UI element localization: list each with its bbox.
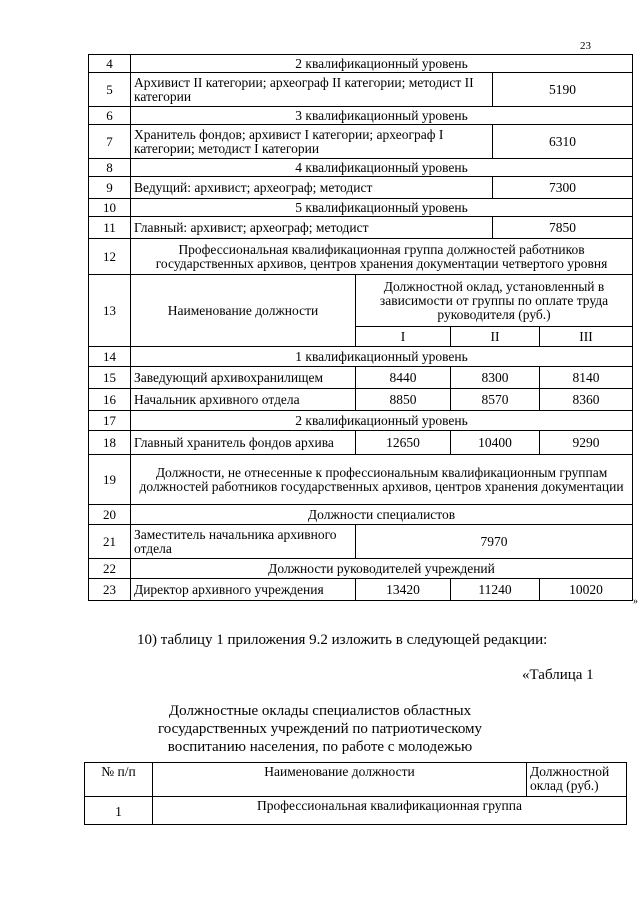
table-row [89, 73, 633, 107]
salary-group-1: 12650 [356, 431, 451, 455]
position-name: Заместитель начальника архивного отдела [131, 525, 356, 559]
table-row [89, 107, 633, 125]
table-row [89, 389, 633, 411]
table-row [89, 199, 633, 217]
table-row [89, 347, 633, 367]
row-number: 7 [89, 125, 131, 159]
salary-group-1: 8440 [356, 367, 451, 389]
table-row [89, 217, 633, 239]
row-number: 15 [89, 367, 131, 389]
position-name: Директор архивного учреждения [131, 579, 356, 601]
instruction-paragraph: 10) таблицу 1 приложения 9.2 изложить в следующей редакции: [137, 632, 548, 648]
row-number: 10 [89, 199, 131, 217]
salary-group-3: 10020 [540, 579, 633, 601]
row-number: 5 [89, 73, 131, 107]
table-row [89, 55, 633, 73]
group-heading: Должности, не отнесенные к профессиональным квалификационным группам должностей работников государственных архивов, центров хранения документации [131, 455, 633, 505]
row-number: 14 [89, 347, 131, 367]
salary-group-3: 8360 [540, 389, 633, 411]
salary-group-1: 8850 [356, 389, 451, 411]
row-number: 18 [89, 431, 131, 455]
salary-group-3: 8140 [540, 367, 633, 389]
column-header-salary: Должностной оклад, установленный в зависимости от группы по оплате труда руководителя (руб.) [356, 275, 633, 327]
position-name: Начальник архивного отдела [131, 389, 356, 411]
qualification-level-heading: 3 квалификационный уровень [131, 107, 633, 125]
table-label: «Таблица 1 [522, 667, 594, 683]
qualification-level-heading: 2 квалификационный уровень [131, 411, 633, 431]
salary-value: 6310 [493, 125, 633, 159]
column-header-position-name: Наименование должности [131, 275, 356, 347]
table-row [89, 525, 633, 559]
row-number: 6 [89, 107, 131, 125]
row-number: 21 [89, 525, 131, 559]
table-row [85, 797, 627, 825]
row-number: 16 [89, 389, 131, 411]
archive-salary-table [88, 54, 633, 601]
qualification-level-heading: 2 квалификационный уровень [131, 55, 633, 73]
table-title: Должностные оклады специалистов областных государственных учреждений по патриотическому воспитанию населения, по работе с молодежью [157, 703, 483, 755]
table-row [89, 239, 633, 275]
salary-group-2: 8570 [451, 389, 540, 411]
youth-work-salary-table [84, 762, 627, 825]
row-number: 23 [89, 579, 131, 601]
position-name: Заведующий архивохранилищем [131, 367, 356, 389]
table-row [89, 559, 633, 579]
column-header-group-3: III [540, 327, 633, 347]
table-row [89, 177, 633, 199]
salary-value: 7970 [356, 525, 633, 559]
row-number: 1 [85, 797, 153, 825]
salary-group-2: 11240 [451, 579, 540, 601]
group-heading: Профессиональная квалификационная группа [153, 797, 627, 825]
table-row [89, 455, 633, 505]
salary-value: 7850 [493, 217, 633, 239]
row-number: 9 [89, 177, 131, 199]
column-header-group-2: II [451, 327, 540, 347]
table-row [89, 505, 633, 525]
row-number: 19 [89, 455, 131, 505]
table-row [89, 367, 633, 389]
column-header-group-1: I [356, 327, 451, 347]
table-row [89, 159, 633, 177]
salary-group-3: 9290 [540, 431, 633, 455]
row-number: 17 [89, 411, 131, 431]
group-heading: Профессиональная квалификационная группа должностей работников государственных архивов, центров хранения документации четвертого уровня [131, 239, 633, 275]
salary-group-2: 10400 [451, 431, 540, 455]
table-row [89, 411, 633, 431]
table-header-row [85, 763, 627, 797]
row-number: 12 [89, 239, 131, 275]
position-name: Ведущий: архивист; археограф; методист [131, 177, 493, 199]
table-row [89, 431, 633, 455]
table-row [89, 125, 633, 159]
column-header-position-name: Наименование должности [153, 763, 527, 797]
salary-value: 7300 [493, 177, 633, 199]
row-number: 22 [89, 559, 131, 579]
table-header-row [89, 275, 633, 327]
row-number: 11 [89, 217, 131, 239]
position-name: Главный хранитель фондов архива [131, 431, 356, 455]
row-number: 13 [89, 275, 131, 347]
position-name: Архивист II категории; археограф II категории; методист II категории [131, 73, 493, 107]
salary-value: 5190 [493, 73, 633, 107]
position-name: Хранитель фондов; архивист I категории; археограф I категории; методист I категории [131, 125, 493, 159]
column-header-number: № п/п [85, 763, 153, 797]
table-row [89, 579, 633, 601]
qualification-level-heading: 1 квалификационный уровень [131, 347, 633, 367]
row-number: 20 [89, 505, 131, 525]
page-number: 23 [580, 40, 591, 52]
salary-group-2: 8300 [451, 367, 540, 389]
column-header-salary: Должностной оклад (руб.) [527, 763, 627, 797]
qualification-level-heading: 5 квалификационный уровень [131, 199, 633, 217]
section-heading: Должности руководителей учреждений [131, 559, 633, 579]
row-number: 4 [89, 55, 131, 73]
qualification-level-heading: 4 квалификационный уровень [131, 159, 633, 177]
salary-group-1: 13420 [356, 579, 451, 601]
closing-quote-mark: » [633, 596, 638, 607]
position-name: Главный: архивист; археограф; методист [131, 217, 493, 239]
section-heading: Должности специалистов [131, 505, 633, 525]
row-number: 8 [89, 159, 131, 177]
